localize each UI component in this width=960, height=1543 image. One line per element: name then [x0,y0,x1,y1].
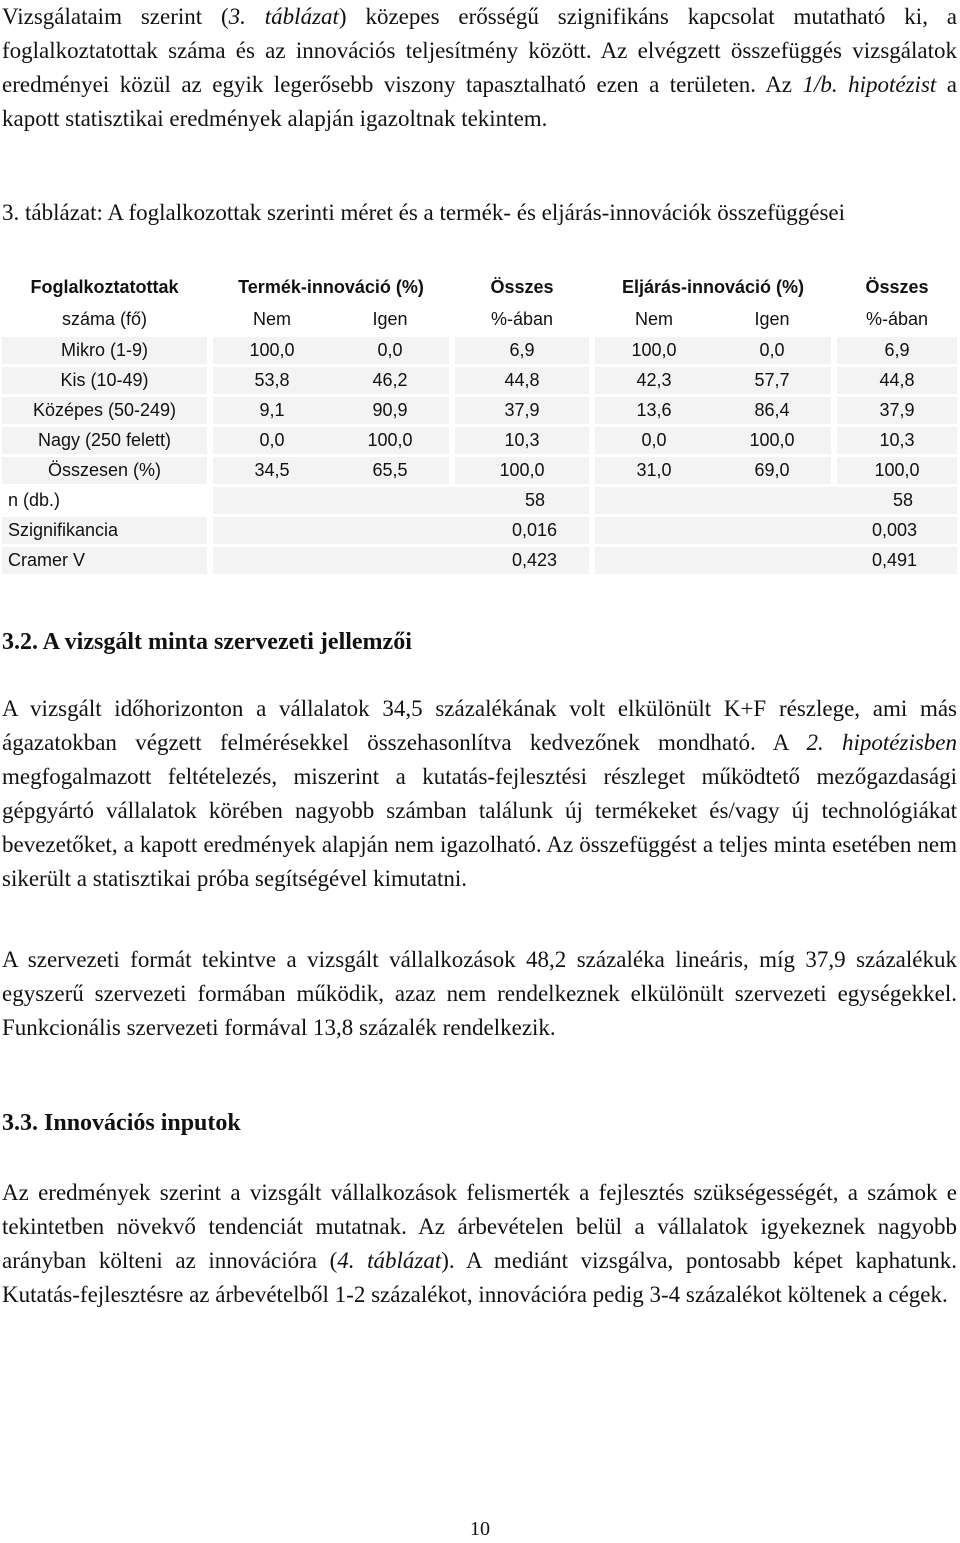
cell-process-yes: 57,7 [713,367,831,394]
cell-product-yes: 65,5 [331,457,449,484]
cell-significance-process: 0,003 [595,517,957,544]
table-header-row [2,273,957,302]
cell-process-yes: 69,0 [713,457,831,484]
row-label: Összesen (%) [2,457,207,484]
cell-product-no: 34,5 [213,457,331,484]
cell-cramer-product: 0,423 [213,547,589,574]
cell-process-total: 44,8 [837,367,957,394]
cell-product-total: 44,8 [455,367,589,394]
cell-process-no: 0,0 [595,427,713,454]
s33-p1-text-a: Az eredmények szerint a vizsgált vállalkozások felismerték a fejlesztés szükségességét, a számok e tekintetben növekvő tendenciát mutatnak. Az árbevételen belül a vállalatok igyekeznek nagyobb arányban költeni az innovációra ( [2,1180,957,1273]
cell-product-total: 37,9 [455,397,589,424]
table-caption: 3. táblázat: A foglalkozottak szerinti méret és a termék- és eljárás-innovációk összefüggései [2,200,846,225]
cell-product-yes: 0,0 [331,337,449,364]
cell-n-product: 58 [213,487,589,514]
table-subheader-row [2,305,957,334]
row-label-n: n (db.) [8,490,61,510]
cell-cramer-process: 0,491 [595,547,957,574]
s33-table-ref: 4. táblázat [337,1248,442,1273]
intro-text-3: a kapott statisztikai eredmények alapján igazoltnak tekintem. [2,72,957,131]
intro-text-1: Vizsgálataim szerint ( [2,4,229,29]
header-total-process-pct: %-ában [837,305,957,334]
table-row [2,337,957,364]
header-process-innovation: Eljárás-innováció (%) [595,273,831,302]
cell-process-no: 100,0 [595,337,713,364]
cell-product-total: 100,0 [455,457,589,484]
intro-table-ref: 3. táblázat [228,4,339,29]
cell-process-no: 13,6 [595,397,713,424]
cell-process-yes: 0,0 [713,337,831,364]
table-row-significance [2,517,957,544]
cell-product-total: 6,9 [455,337,589,364]
table-3 [2,270,957,577]
cell-process-yes: 86,4 [713,397,831,424]
section-3-2-paragraph-2: A szervezeti formát tekintve a vizsgált vállalkozások 48,2 százaléka lineáris, míg 37,9 százalékuk egyszerű szervezeti formában működik, azaz nem rendelkeznek elkülönült szervezeti egységekkel. Funkcionális szervezeti formával 13,8 százalék rendelkezik. [2,947,957,1040]
header-total-product-pct: %-ában [455,305,589,334]
cell-product-yes: 90,9 [331,397,449,424]
row-label: Kis (10-49) [2,367,207,394]
row-label-cramer: Cramer V [2,547,207,574]
cell-process-total: 10,3 [837,427,957,454]
section-3-2-paragraph-1 [2,692,957,896]
table-row-cramer [2,547,957,574]
cell-process-yes: 100,0 [713,427,831,454]
s32-p1-text-a: A vizsgált időhorizonton a vállalatok 34,5 százalékának volt elkülönült K+F részlege, ami más ágazatokban végzett felmérésekkel összehasonlítva kedvezőnek mondható. A [2,696,957,755]
intro-hypothesis-ref: 1/b. hipotézist [802,72,937,97]
page-number: 10 [470,1518,490,1540]
s32-p1-text-b: megfogalmazott feltételezés, miszerint a kutatás-fejlesztési részleget működtető mezőgazdasági gépgyártó vállalatok körében nagyobb számban találunk új termékeket és/vagy új technológiákat bevezetőket, a kapott eredmények alapján nem igazolható. Az összefüggést a teljes minta esetében nem sikerült a statisztikai próba segítségével kimutatni. [2,764,957,891]
header-size: Foglalkoztatottak [2,273,207,302]
s32-hypothesis-ref: 2. hipotézisben [806,730,957,755]
cell-product-yes: 100,0 [331,427,449,454]
table-row [2,397,957,424]
cell-product-no: 100,0 [213,337,331,364]
row-label: Középes (50-249) [2,397,207,424]
cell-significance-product: 0,016 [213,517,589,544]
section-3-3-paragraph-1 [2,1176,957,1312]
cell-process-total: 100,0 [837,457,957,484]
cell-product-no: 0,0 [213,427,331,454]
cell-product-no: 53,8 [213,367,331,394]
cell-product-no: 9,1 [213,397,331,424]
intro-paragraph [2,0,957,136]
header-total-process: Összes [837,273,957,302]
table-row [2,457,957,484]
s33-p1-text-b: ). A mediánt vizsgálva, pontosabb képet kaphatunk. Kutatás-fejlesztésre az árbevételből 1-2 százalékot, innovációra pedig 3-4 százalékot költenek a cégek. [2,1248,957,1307]
cell-product-yes: 46,2 [331,367,449,394]
cell-process-no: 31,0 [595,457,713,484]
section-heading-3-3: 3.3. Innovációs inputok [2,1110,241,1136]
table-row [2,367,957,394]
cell-process-total: 37,9 [837,397,957,424]
cell-process-no: 42,3 [595,367,713,394]
subheader-product-no: Nem [213,305,331,334]
cell-process-total: 6,9 [837,337,957,364]
row-label: Nagy (250 felett) [2,427,207,454]
subheader-product-yes: Igen [331,305,449,334]
subheader-process-no: Nem [595,305,713,334]
table-row [2,427,957,454]
intro-text-2: ) közepes erősségű szignifikáns kapcsolat mutatható ki, a foglalkoztatottak száma és az innovációs teljesítmény között. Az elvégzett összefüggés vizsgálatok eredményei közül az egyik legerősebb viszony tapasztalható ezen a területen. Az [2,4,958,97]
cell-n-process: 58 [595,487,957,514]
row-label-significance: Szignifikancia [2,517,207,544]
header-total-product: Összes [455,273,589,302]
cell-product-total: 10,3 [455,427,589,454]
subheader-process-yes: Igen [713,305,831,334]
table-row-n [2,487,957,514]
section-heading-3-2: 3.2. A vizsgált minta szervezeti jellemzői [2,629,412,655]
row-label: Mikro (1-9) [2,337,207,364]
header-size-unit: száma (fő) [2,305,207,334]
header-product-innovation: Termék-innováció (%) [213,273,449,302]
